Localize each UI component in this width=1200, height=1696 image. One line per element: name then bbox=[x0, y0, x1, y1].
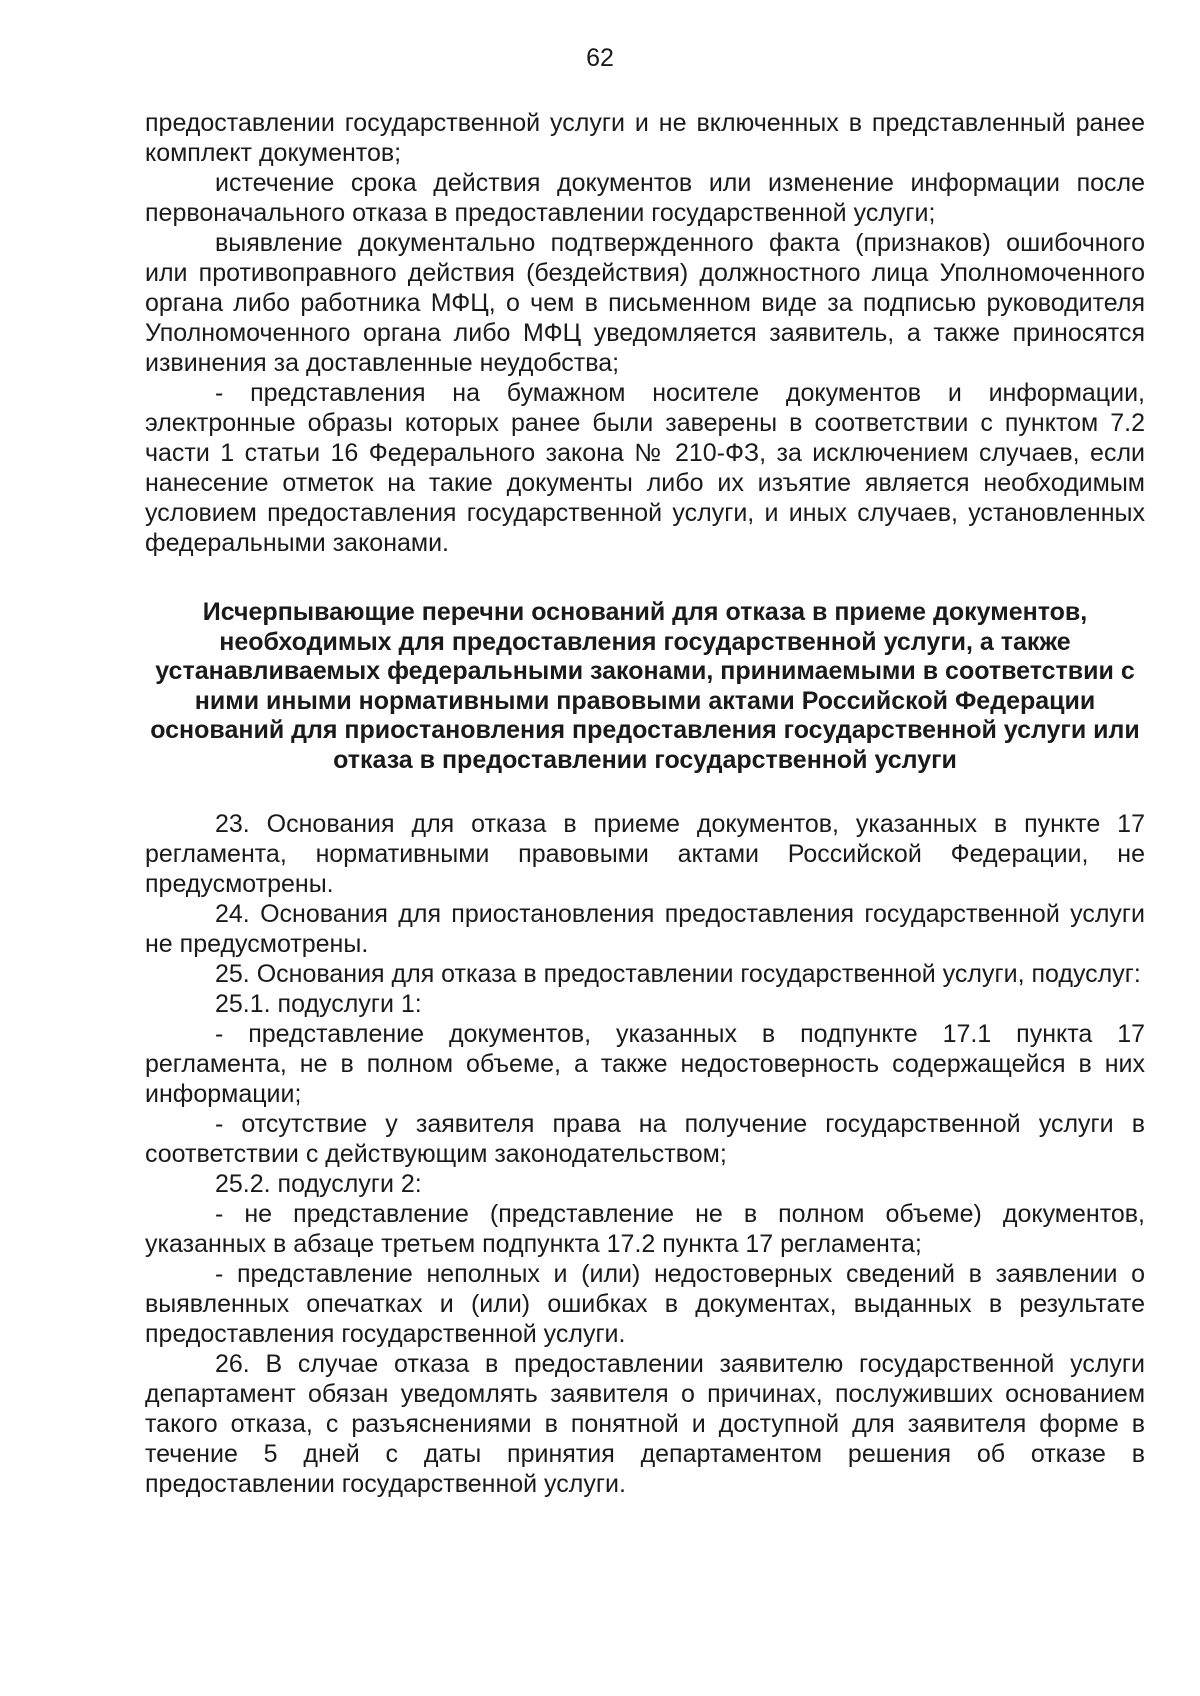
paragraph: выявление документально подтвержденного факта (признаков) ошибочного или противоправного действия (бездействия) должностного лица Уполномоченного органа либо работника МФЦ, о чем в письменном виде за подписью руководителя Уполномоченного органа либо МФЦ уведомляется заявитель, а также приносятся извинения за доставленные неудобства; bbox=[145, 229, 1145, 377]
paragraph: - представления на бумажном носителе документов и информации, электронные образы которых ранее были заверены в соответствии с пунктом 7.2 части 1 статьи 16 Федерального закона № 210-ФЗ, за исключением случаев, если нанесение отметок на такие документы либо их изъятие является необходимым условием предоставления государственной услуги, и иных случаев, установленных федеральными законами. bbox=[145, 379, 1145, 557]
page-number: 62 bbox=[586, 44, 614, 72]
paragraph: истечение срока действия документов или изменение информации после первоначального отказа в предоставлении государственной услуги; bbox=[145, 169, 1145, 227]
paragraph: - не представление (представление не в полном объеме) документов, указанных в абзаце третьем подпункта 17.2 пункта 17 регламента; bbox=[145, 1200, 1145, 1258]
paragraph: 24. Основания для приостановления предоставления государственной услуги не предусмотрены. bbox=[145, 900, 1145, 958]
section-heading: Исчерпывающие перечни оснований для отказа в приеме документов, необходимых для предоставления государственной услуги, а также устанавливаемых федеральными законами, принимаемыми в соответствии с ними иными нормативными правовыми актами Российской Федерации оснований для приостановления предоставления государственной услуги или отказа в предоставлении государственной услуги bbox=[150, 598, 1140, 774]
paragraph: 25. Основания для отказа в предоставлении государственной услуги, подуслуг: bbox=[215, 960, 1141, 988]
paragraph: 23. Основания для отказа в приеме документов, указанных в пункте 17 регламента, нормативными правовыми актами Российской Федерации, не предусмотрены. bbox=[145, 810, 1145, 898]
paragraph: 25.2. подуслуги 2: bbox=[215, 1170, 422, 1198]
paragraph: - представление неполных и (или) недостоверных сведений в заявлении о выявленных опечатках и (или) ошибках в документах, выданных в результате предоставления государственной услуги. bbox=[145, 1260, 1145, 1348]
paragraph: предоставлении государственной услуги и не включенных в представленный ранее комплект документов; bbox=[145, 109, 1145, 167]
paragraph: - представление документов, указанных в подпункте 17.1 пункта 17 регламента, не в полном объеме, а также недостоверность содержащейся в них информации; bbox=[145, 1020, 1145, 1108]
paragraph: 25.1. подуслуги 1: bbox=[215, 990, 422, 1018]
document-body bbox=[145, 108, 1145, 1499]
paragraph: 26. В случае отказа в предоставлении заявителю государственной услуги департамент обязан уведомлять заявителя о причинах, послуживших основанием такого отказа, с разъяснениями в понятной и доступной для заявителя форме в течение 5 дней с даты принятия департаментом решения об отказе в предоставлении государственной услуги. bbox=[145, 1350, 1145, 1498]
paragraph: - отсутствие у заявителя права на получение государственной услуги в соответствии с действующим законодательством; bbox=[145, 1110, 1145, 1168]
